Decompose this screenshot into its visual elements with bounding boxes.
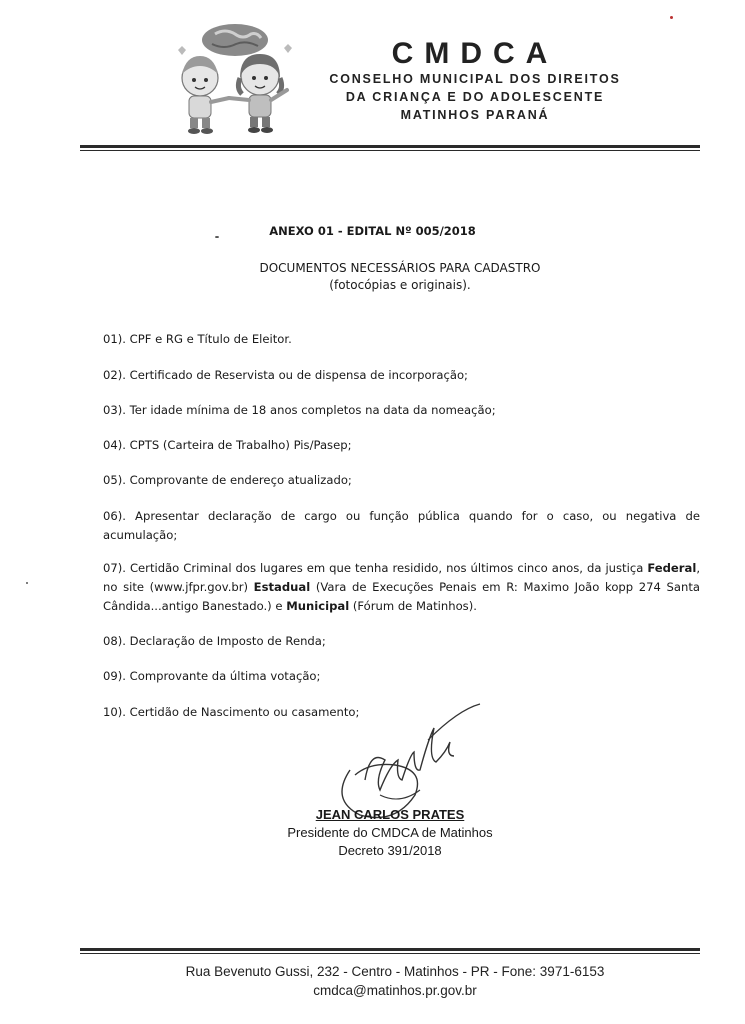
header-divider xyxy=(80,145,700,151)
item-bold-text: Estadual xyxy=(253,580,311,594)
item-text: , no site (www.jfpr.gov.br) xyxy=(103,561,700,594)
org-line-3: MATINHOS PARANÁ xyxy=(400,108,550,122)
item-text: 07). Certidão Criminal dos lugares em que tenha residido, nos últimos cinco anos, da justiça xyxy=(103,561,648,575)
item-bold-text: Municipal xyxy=(286,599,350,613)
list-item: 06). Apresentar declaração de cargo ou função pública quando for o caso, ou negativa de acumulação; xyxy=(103,509,700,542)
letterhead xyxy=(0,0,745,150)
list-item: 04). CPTS (Carteira de Trabalho) Pis/Pasep; xyxy=(103,438,352,452)
scan-speck xyxy=(670,16,673,19)
footer-divider xyxy=(80,948,700,954)
list-item: 02). Certificado de Reservista ou de dispensa de incorporação; xyxy=(103,368,468,382)
signer-role: Presidente do CMDCA de Matinhos xyxy=(287,825,493,840)
list-item: 08). Declaração de Imposto de Renda; xyxy=(103,634,326,648)
list-item xyxy=(103,559,700,616)
children-globe-logo xyxy=(160,20,310,140)
item-text: (Fórum de Matinhos). xyxy=(349,599,477,613)
organization-name xyxy=(320,38,630,124)
signer-decree: Decreto 391/2018 xyxy=(338,843,442,858)
document-subtitle xyxy=(0,260,745,294)
org-line-2: DA CRIANÇA E DO ADOLESCENTE xyxy=(345,90,605,104)
footer xyxy=(0,962,745,1000)
annex-title: ANEXO 01 - EDITAL Nº 005/2018 xyxy=(269,224,476,238)
scan-speck xyxy=(26,582,28,584)
signer-name: JEAN CARLOS PRATES xyxy=(315,807,465,822)
list-item: 10). Certidão de Nascimento ou casamento; xyxy=(103,705,360,719)
item-bold-text: Federal xyxy=(647,561,697,575)
list-item: 05). Comprovante de endereço atualizado; xyxy=(103,473,352,487)
list-item: 09). Comprovante da última votação; xyxy=(103,669,321,683)
list-item: 01). CPF e RG e Título de Eleitor. xyxy=(103,332,292,346)
subtitle-line-2: (fotocópias e originais). xyxy=(329,278,471,292)
signature-block xyxy=(240,806,540,860)
scan-speck xyxy=(215,236,219,238)
subtitle-line-1: DOCUMENTOS NECESSÁRIOS PARA CADASTRO xyxy=(259,261,541,275)
item-text: (Vara de Execuções Penais em R: Maximo João kopp 274 Santa Cândida...antigo Banestado.) e xyxy=(103,580,700,613)
org-line-1: CONSELHO MUNICIPAL DOS DIREITOS xyxy=(329,72,621,86)
org-acronym: CMDCA xyxy=(391,37,559,70)
list-item: 03). Ter idade mínima de 18 anos completos na data da nomeação; xyxy=(103,403,496,417)
footer-email: cmdca@matinhos.pr.gov.br xyxy=(313,983,477,998)
footer-address: Rua Bevenuto Gussi, 232 - Centro - Matinhos - PR - Fone: 3971-6153 xyxy=(185,964,605,979)
